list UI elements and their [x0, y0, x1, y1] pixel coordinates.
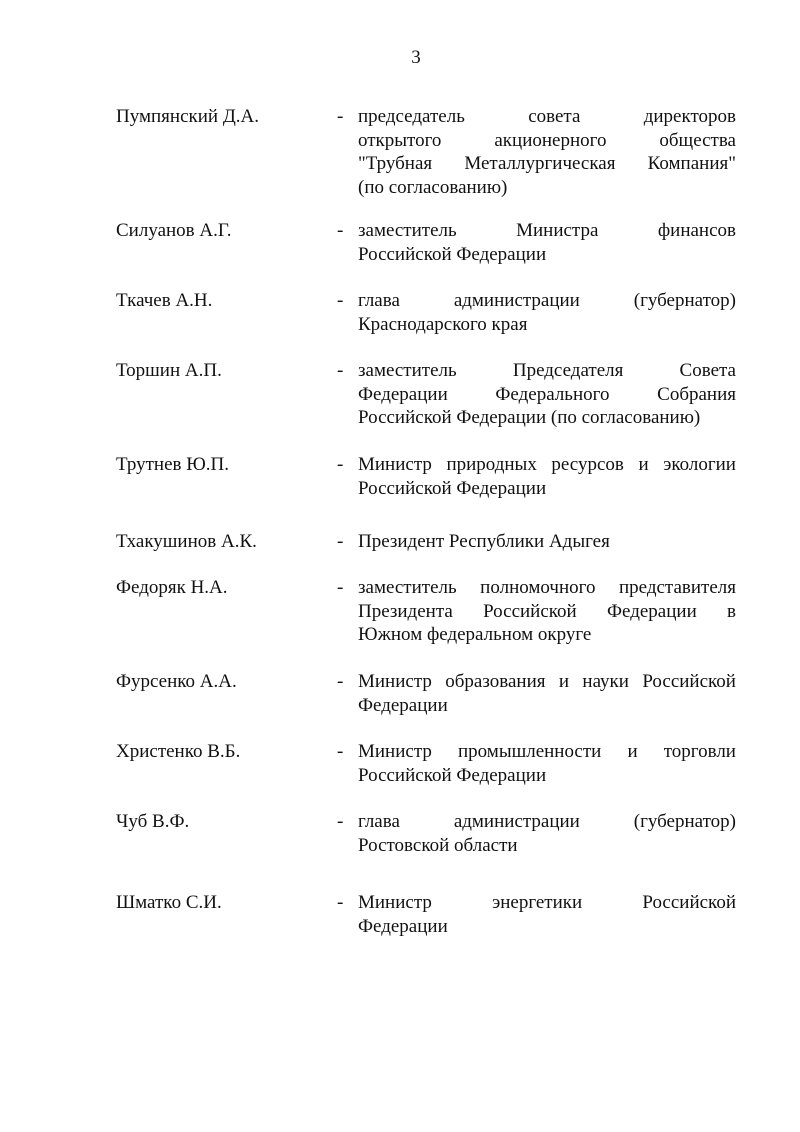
- member-name: Фурсенко А.А.: [116, 671, 237, 692]
- member-position: [358, 530, 736, 554]
- member-name: Чуб В.Ф.: [116, 811, 190, 832]
- dash-separator: -: [337, 741, 344, 762]
- position-line: [358, 105, 736, 129]
- position-line: [358, 834, 736, 858]
- position-word: ресурсов: [551, 454, 624, 475]
- position-word: науки: [582, 671, 629, 692]
- dash-separator: -: [337, 671, 344, 692]
- dash-separator: -: [337, 892, 344, 913]
- member-entry: [116, 453, 736, 500]
- position-word: Российской Федерации (по согласованию): [358, 407, 701, 428]
- dash-separator: -: [337, 360, 344, 381]
- member-entry: [116, 810, 736, 857]
- member-name: Шматко С.И.: [116, 892, 222, 913]
- position-line: [358, 477, 736, 501]
- position-word: администрации: [453, 290, 580, 311]
- position-word: глава: [358, 290, 400, 311]
- member-position: [358, 105, 736, 199]
- position-word: Министр: [358, 454, 432, 475]
- position-line: [358, 764, 736, 788]
- member-entry: [116, 105, 736, 199]
- position-line: [358, 289, 736, 313]
- member-position: [358, 219, 736, 266]
- member-entry: [116, 289, 736, 336]
- position-word: Российской Федерации: [358, 477, 547, 499]
- position-line: [358, 152, 736, 176]
- position-line: [358, 576, 736, 600]
- position-word: Российской Федерации: [358, 764, 547, 786]
- position-word: и: [627, 741, 638, 762]
- position-word: совета: [528, 106, 581, 127]
- position-word: Компания": [647, 153, 736, 174]
- position-word: (губернатор): [633, 811, 736, 832]
- position-word: Председателя: [512, 360, 624, 381]
- position-word: Южном федеральном округе: [358, 624, 592, 645]
- member-position: [358, 740, 736, 787]
- position-line: [358, 694, 736, 718]
- member-entry: [116, 219, 736, 266]
- member-position: [358, 359, 736, 430]
- position-line: [358, 359, 736, 383]
- position-line: [358, 623, 736, 647]
- position-word: Федерации: [358, 915, 448, 937]
- member-entry: [116, 740, 736, 787]
- position-word: "Трубная: [358, 153, 433, 174]
- position-word: Федерального: [495, 383, 610, 405]
- position-word: председатель: [358, 106, 465, 127]
- dash-separator: -: [337, 577, 344, 598]
- page-number: 3: [411, 47, 421, 68]
- dash-separator: -: [337, 220, 344, 241]
- member-name: Силуанов А.Г.: [116, 220, 232, 241]
- position-word: заместитель: [358, 577, 457, 598]
- position-word: Собрания: [657, 383, 736, 405]
- position-word: глава: [358, 811, 400, 832]
- member-entry: [116, 359, 736, 430]
- position-word: Президент Республики Адыгея: [358, 531, 610, 552]
- position-line: [358, 600, 736, 624]
- position-word: Президента: [358, 600, 453, 622]
- position-word: Федерации: [358, 694, 448, 716]
- dash-separator: -: [337, 454, 344, 475]
- position-word: Краснодарского края: [358, 313, 528, 335]
- position-line: [358, 530, 736, 554]
- member-name: Трутнев Ю.П.: [116, 454, 230, 475]
- member-name: Ткачев А.Н.: [116, 290, 213, 311]
- member-name: Тхакушинов А.К.: [116, 531, 257, 552]
- position-word: Министр: [358, 741, 432, 762]
- position-line: [358, 406, 736, 430]
- position-line: [358, 740, 736, 764]
- position-word: Металлургическая: [464, 153, 616, 174]
- position-word: Российской: [642, 892, 736, 913]
- position-word: Российской Федерации: [358, 243, 547, 265]
- member-name: Торшин А.П.: [116, 360, 222, 381]
- position-word: торговли: [663, 741, 736, 762]
- position-line: [358, 176, 736, 200]
- position-word: Федерации: [607, 600, 697, 622]
- position-word: Федерации: [358, 383, 448, 405]
- position-line: [358, 453, 736, 477]
- position-word: Ростовской области: [358, 834, 518, 856]
- position-word: и: [558, 671, 570, 692]
- position-word: открытого: [358, 129, 442, 151]
- position-word: акционерного: [494, 129, 607, 151]
- member-entry: [116, 891, 736, 938]
- position-line: [358, 129, 736, 153]
- position-word: Министр: [358, 671, 432, 692]
- dash-separator: -: [337, 106, 344, 127]
- dash-separator: -: [337, 531, 344, 552]
- member-entry: [116, 670, 736, 717]
- position-word: представителя: [618, 577, 736, 598]
- position-line: [358, 313, 736, 337]
- position-word: промышленности: [457, 741, 602, 762]
- member-position: [358, 576, 736, 647]
- member-name: Христенко В.Б.: [116, 741, 241, 762]
- member-position: [358, 453, 736, 500]
- position-line: [358, 383, 736, 407]
- member-position: [358, 289, 736, 336]
- position-word: финансов: [657, 220, 736, 241]
- member-entry: [116, 530, 736, 554]
- position-line: [358, 915, 736, 939]
- position-word: энергетики: [492, 892, 583, 913]
- position-line: [358, 891, 736, 915]
- dash-separator: -: [337, 290, 344, 311]
- position-word: администрации: [453, 811, 580, 832]
- position-line: [358, 243, 736, 267]
- member-position: [358, 670, 736, 717]
- member-position: [358, 810, 736, 857]
- position-word: и: [638, 454, 649, 475]
- position-word: природных: [446, 454, 537, 475]
- position-word: Российской: [483, 600, 577, 622]
- member-entry: [116, 576, 736, 647]
- position-line: [358, 670, 736, 694]
- member-name: Пумпянский Д.А.: [116, 106, 260, 127]
- position-word: Российской: [642, 671, 736, 692]
- member-name: Федоряк Н.А.: [116, 577, 228, 598]
- position-word: общества: [659, 129, 736, 151]
- position-word: (по согласованию): [358, 176, 508, 198]
- position-word: заместитель: [358, 360, 457, 381]
- position-line: [358, 810, 736, 834]
- position-word: (губернатор): [633, 290, 736, 311]
- position-word: в: [727, 600, 736, 622]
- position-word: полномочного: [480, 577, 596, 598]
- member-position: [358, 891, 736, 938]
- dash-separator: -: [337, 811, 344, 832]
- position-word: образования: [445, 671, 546, 692]
- position-word: Совета: [679, 360, 736, 381]
- position-line: [358, 219, 736, 243]
- position-word: Министра: [516, 220, 599, 241]
- position-word: Министр: [358, 892, 432, 913]
- position-word: заместитель: [358, 220, 457, 241]
- position-word: директоров: [643, 106, 736, 127]
- position-word: экологии: [663, 454, 736, 475]
